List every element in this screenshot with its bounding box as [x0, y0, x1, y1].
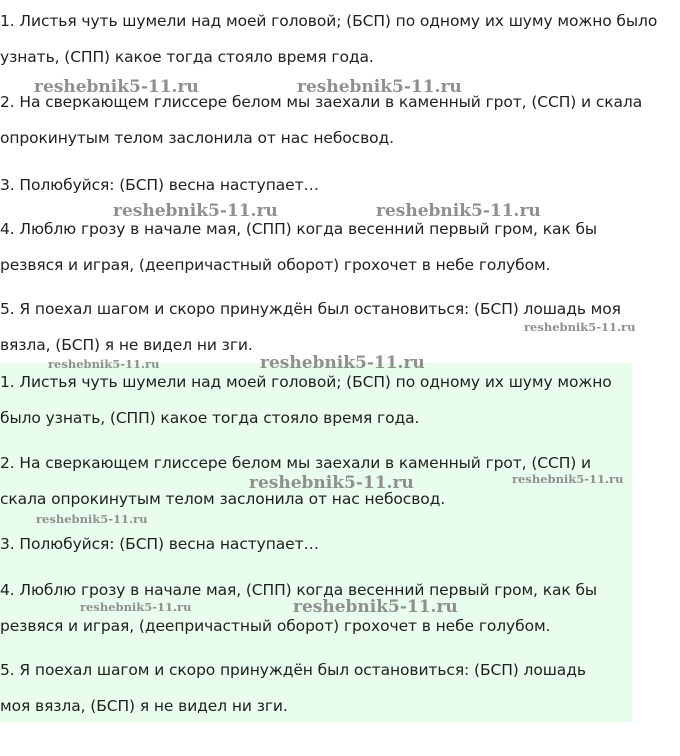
watermark: reshebnik5-11.ru	[249, 473, 414, 493]
answer-line: узнать, (СПП) какое тогда стояло время года.	[0, 48, 374, 66]
answer-line: 1. Листья чуть шумели над моей головой; (БСП) по одному их шуму можно	[0, 373, 612, 391]
answer-line: было узнать, (СПП) какое тогда стояло время года.	[0, 409, 420, 427]
answer-line: моя вязла, (БСП) я не видел ни зги.	[0, 697, 288, 715]
answer-line: резвяся и играя, (деепричастный оборот) грохочет в небе голубом.	[0, 256, 551, 274]
answer-line: 5. Я поехал шагом и скоро принуждён был остановиться: (БСП) лошадь моя	[0, 300, 621, 318]
answer-line: резвяся и играя, (деепричастный оборот) грохочет в небе голубом.	[0, 617, 551, 635]
answer-line: 3. Полюбуйся: (БСП) весна наступает…	[0, 535, 319, 553]
answer-line: скала опрокинутым телом заслонила от нас небосвод.	[0, 490, 446, 508]
answer-line: 5. Я поехал шагом и скоро принуждён был остановиться: (БСП) лошадь	[0, 661, 586, 679]
watermark: reshebnik5-11.ru	[34, 77, 199, 97]
watermark: reshebnik5-11.ru	[376, 201, 541, 221]
watermark: reshebnik5-11.ru	[512, 472, 624, 486]
watermark: reshebnik5-11.ru	[80, 600, 192, 614]
answer-line: 2. На сверкающем глиссере белом мы заехали в каменный грот, (ССП) и скала	[0, 93, 643, 111]
answer-line: 3. Полюбуйся: (БСП) весна наступает…	[0, 176, 319, 194]
answer-line: опрокинутым телом заслонила от нас небосвод.	[0, 129, 394, 147]
answer-line: 4. Люблю грозу в начале мая, (СПП) когда весенний первый гром, как бы	[0, 220, 598, 238]
answer-line: 4. Люблю грозу в начале мая, (СПП) когда весенний первый гром, как бы	[0, 581, 598, 599]
watermark: reshebnik5-11.ru	[48, 357, 160, 371]
watermark: reshebnik5-11.ru	[113, 201, 278, 221]
second-answer-block	[0, 363, 632, 722]
answer-line: 2. На сверкающем глиссере белом мы заехали в каменный грот, (ССП) и	[0, 454, 592, 472]
watermark: reshebnik5-11.ru	[297, 77, 462, 97]
watermark: reshebnik5-11.ru	[260, 353, 425, 373]
watermark: reshebnik5-11.ru	[293, 597, 458, 617]
answer-line: вязла, (БСП) я не видел ни зги.	[0, 336, 253, 354]
answer-line: 1. Листья чуть шумели над моей головой; (БСП) по одному их шуму можно было	[0, 12, 658, 30]
watermark: reshebnik5-11.ru	[524, 320, 636, 334]
watermark: reshebnik5-11.ru	[36, 512, 148, 526]
